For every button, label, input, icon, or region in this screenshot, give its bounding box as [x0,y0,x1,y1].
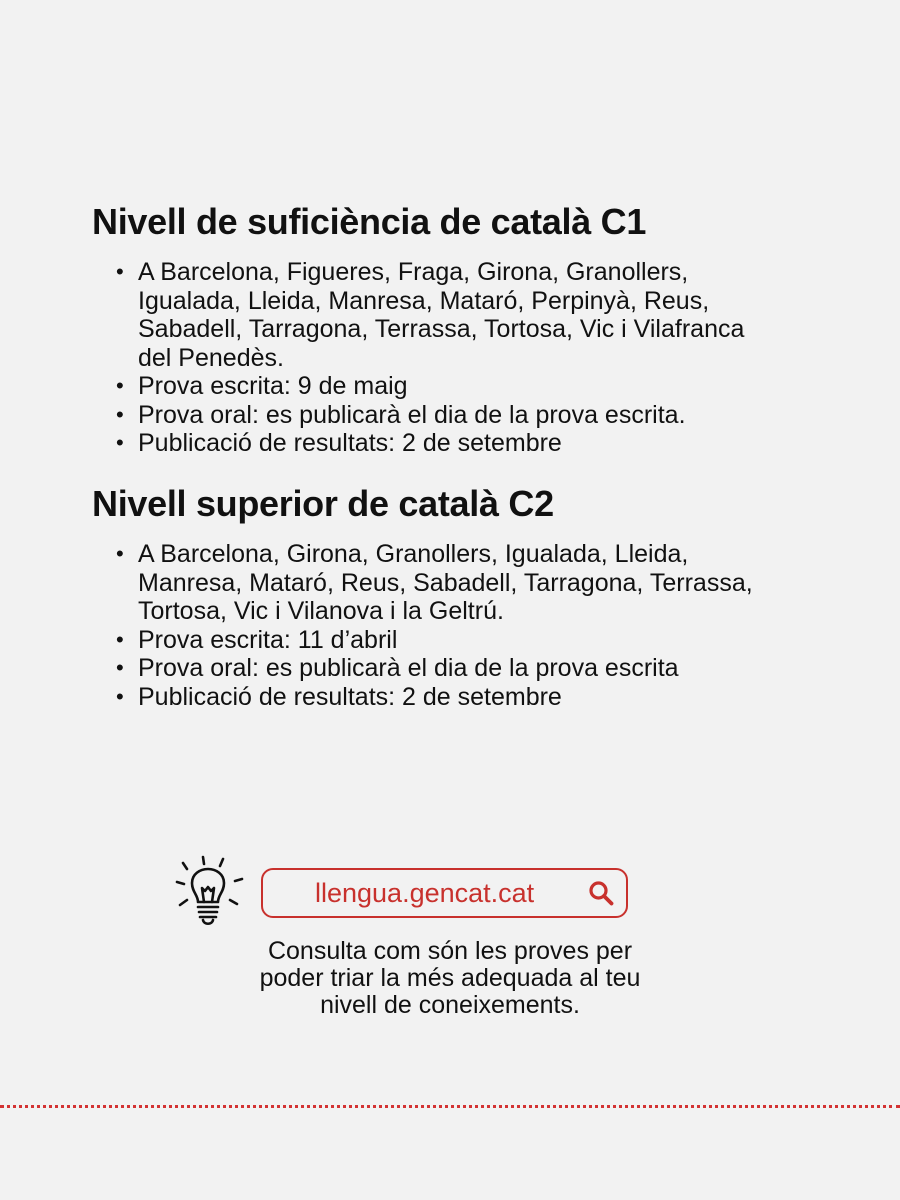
list-item [92,429,852,458]
bullet-icon: • [116,541,124,566]
bullet-icon: • [116,430,124,455]
search-area [174,855,654,935]
lightbulb-icon [174,855,246,931]
dotted-divider [0,1105,900,1108]
list-item-text: Prova oral: es publicarà el dia de la prova escrita. [138,400,686,429]
list-item [92,258,852,372]
search-bar[interactable] [261,868,628,918]
list-item [92,654,852,683]
list-item-text: Publicació de resultats: 2 de setembre [138,682,562,711]
search-icon[interactable] [588,880,614,906]
list-item [92,540,852,626]
list-item [92,683,852,712]
bullet-icon: • [116,401,124,427]
list-item-text: Publicació de resultats: 2 de setembre [138,429,562,457]
section-title-c2: Nivell superior de català C2 [92,483,554,524]
list-item [92,401,852,430]
c2-list [92,540,852,711]
search-url-text: llengua.gencat.cat [315,878,535,908]
caption-text: Consulta com són les proves per poder triar la més adequada al teu nivell de coneixements. [259,937,641,1019]
bullet-icon: • [116,373,124,398]
list-item-text: A Barcelona, Girona, Granollers, Igualada, Lleida, Manresa, Mataró, Reus, Sabadell, Tarragona, Terrassa, Tortosa, Vic i Vilanova i la Geltrú. [138,540,753,625]
list-item [92,626,852,655]
list-item-text: Prova escrita: 11 d’abril [138,625,398,654]
section-c2 [92,480,852,711]
bullet-icon: • [116,259,124,284]
bullet-icon: • [116,626,124,652]
section-c1 [92,198,852,458]
list-item-text: Prova escrita: 9 de maig [138,372,408,400]
list-item [92,372,852,401]
list-item-text: Prova oral: es publicarà el dia de la prova escrita [138,654,679,682]
bullet-icon: • [116,655,124,680]
bullet-icon: • [116,683,124,709]
c1-list [92,258,852,458]
section-title-c1: Nivell de suficiència de català C1 [92,201,647,242]
list-item-text: A Barcelona, Figueres, Fraga, Girona, Granollers, Igualada, Lleida, Manresa, Mataró, Perpinyà, Reus, Sabadell, Tarragona, Terrassa, Tortosa, Vic i Vilafranca del Penedès. [138,258,745,372]
